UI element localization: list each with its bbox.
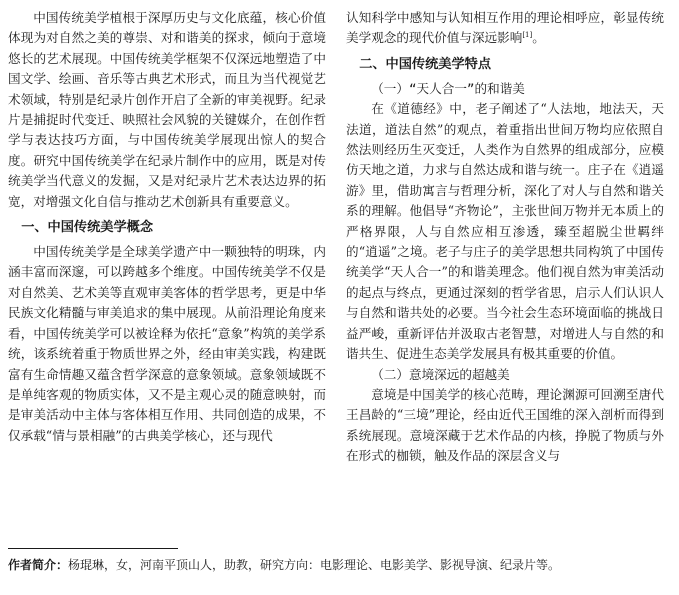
section-heading-features: 二、中国传统美学特点 <box>359 56 492 72</box>
harmony-paragraph: 在《道德经》中，老子阐述了“人法地，地法天，天法道，道法自然”的观点，着重指出世间万物均应依照自然法则经历生灭变迁，人类作为自然界的组成部分，应模仿天地之道，力求与自然达成和谐与统一。庄子在《逍遥游》里，借助寓言与哲理分析，深化了对人与自然和谐关系的理解。他倡导“齐物论”，主张世间万物并无本质上的严格界限，人与自然应相互渗透，臻至超脱尘世羁绊的“逍遥”之境。老子与庄子的美学思想共同构筑了中国传统美学“天人合一”的和谐美理念。他们视自然为审美活动的起点与终点，更通过深刻的哲学省思，启示人们认识人与自然和谐共处的必要。当今社会生态环境面临的挑战日益严峻，重新评估并汲取古老智慧，对增进人与自然的和谐共生、促进生态美学发展具有极其重要的价值。 <box>346 101 664 362</box>
subheading-harmony: （一）“天人合一”的和谐美 <box>371 80 525 96</box>
subheading-transcendence: （二）意境深远的超越美 <box>371 366 510 382</box>
footnote-text: 杨琨琳，女，河南平顶山人，助教，研究方向：电影理论、电影美学、影视导演、纪录片等。 <box>68 558 561 572</box>
footnote-label: 作者简介： <box>8 558 69 572</box>
continued-text-end: 。 <box>532 30 545 46</box>
citation-marker: [1] <box>522 31 533 40</box>
continued-text: 认知科学中感知与认知相互作用的理论相呼应，彰显传统美学观念的现代价值与深远影响 <box>346 10 664 46</box>
transcendence-paragraph: 意境是中国美学的核心范畴，理论渊源可回溯至唐代王昌龄的“三境”理论，经由近代王国维的深入剖析而得到系统展现。意境深藏于艺术作品的内核，挣脱了物质与外在形式的枷锁，触及作品的深层含义与 <box>346 386 664 464</box>
intro-paragraph: 中国传统美学植根于深厚历史与文化底蕴，核心价值体现为对自然之美的尊崇、对和谐美的探求，倾向于意境悠长的艺术展现。中国传统美学框架不仅深远地塑造了中国文学、绘画、音乐等古典艺术形式，而且为当代视觉艺术领域，特别是纪录片创作开启了全新的审美视野。纪录片是捕捉时代变迁、映照社会风貌的关键媒介，在创作哲学与表达技巧方面，与中国传统美学展现出惊人的契合度。研究中国传统美学在纪录片制作中的应用，既是对传统美学当代意义的发掘，又是对纪录片艺术表达边界的拓宽，对增强文化自信与推动艺术创新具有重要意义。 <box>8 10 326 209</box>
concept-paragraph: 中国传统美学是全球美学遗产中一颗独特的明珠，内涵丰富而深邃，可以跨越多个维度。中国传统美学不仅是对自然美、艺术美等直观审美客体的哲学思考，更是中华民族文化精髓与审美追求的集中展现。从前沿理论角度来看，中国传统美学可以被诠释为依托“意象”构筑的美学系统，该系统着重于物质世界之外，经由审美实践，构建既富有生命情趣又蕴含哲学深意的意象领域。意象领域既不是单纯客观的物质实体，又不是主观心灵的随意映射，而是审美活动中主体与客体相互作用、共同创造的成果，不仅承载“情与景相融”的古典美学核心，还与现代 <box>8 244 326 443</box>
section-heading-concept: 一、中国传统美学概念 <box>21 220 154 236</box>
right-column <box>346 8 664 467</box>
author-footnote <box>8 556 668 574</box>
continued-paragraph <box>346 8 664 49</box>
footnote-rule <box>8 548 178 549</box>
left-column <box>8 8 326 446</box>
